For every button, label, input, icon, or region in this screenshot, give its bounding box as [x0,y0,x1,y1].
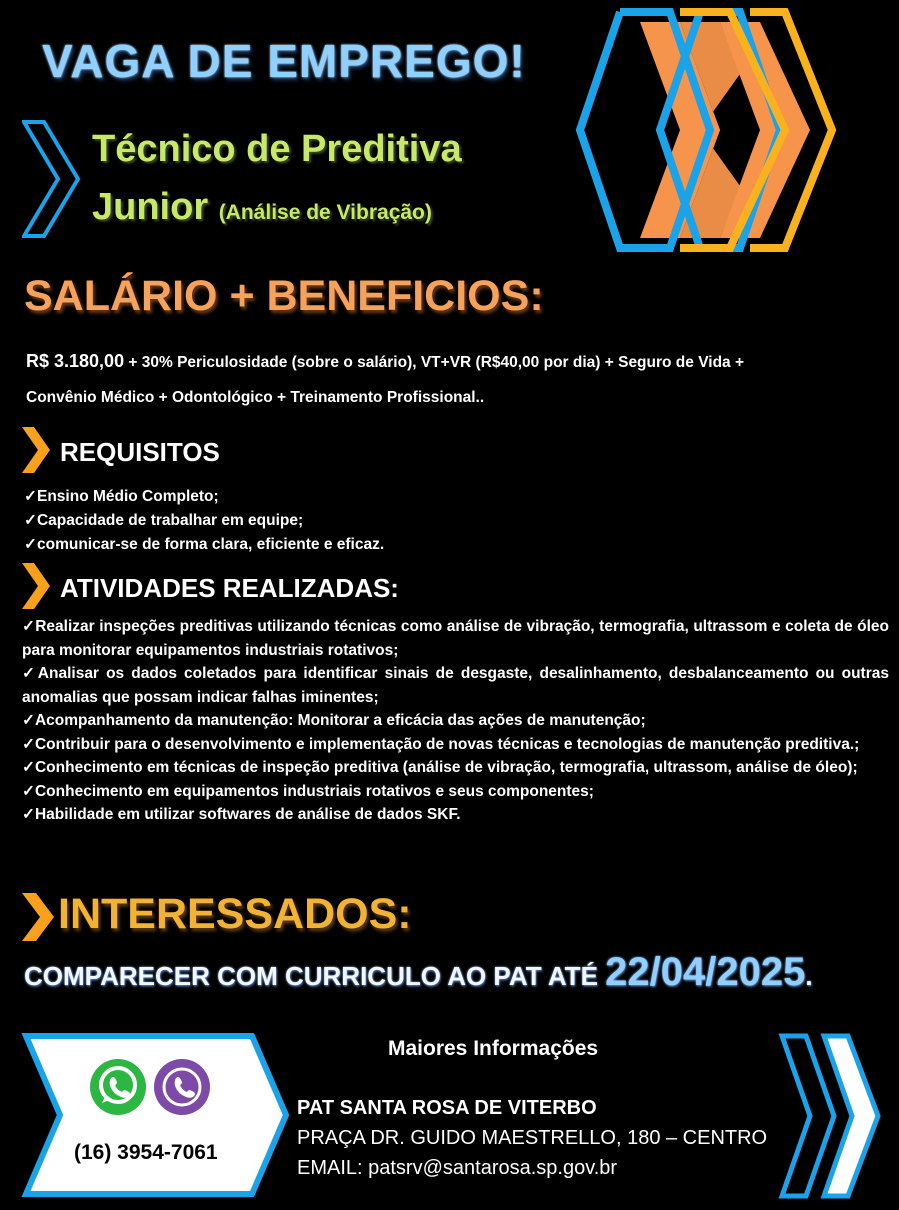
requirements-heading: REQUISITOS [60,437,220,467]
activities-heading: ATIVIDADES REALIZADAS: [60,573,399,603]
organization-address: PRAÇA DR. GUIDO MAESTRELLO, 180 – CENTRO [297,1127,768,1149]
list-item: ✓Conhecimento em equipamentos industriais rotativos e seus componentes; [22,782,594,800]
whatsapp-icon [88,1057,148,1117]
activities-list [22,615,889,827]
organization-email[interactable]: EMAIL: patsrv@santarosa.sp.gov.br [297,1157,618,1179]
list-item: ✓Contribuir para o desenvolvimento e implementação de novas técnicas e tecnologias de manutenção preditiva.; [22,735,860,753]
orange-chevron-icon [22,427,52,473]
list-item: ✓Realizar inspeções preditivas utilizando técnicas como análise de vibração, termografia, ultrassom e coleta de óleo para monitorar equipamentos industriais rotativos; [22,618,889,659]
list-item: ✓Conhecimento em técnicas de inspeção preditiva (análise de vibração, termografia, ultrassom, análise de óleo); [22,759,858,776]
list-item: ✓Acompanhamento da manutenção: Monitorar a eficácia das ações de manutenção; [22,712,646,729]
salary-benefits-line1: + 30% Periculosidade (sobre o salário), VT+VR (R$40,00 por dia) + Seguro de Vida + [124,354,745,371]
list-item: ✓comunicar-se de forma clara, eficiente e eficaz. [24,536,385,553]
deadline-date: 22/04/2025 [605,950,806,994]
organization-name: PAT SANTA ROSA DE VITERBO [297,1097,597,1119]
list-item: ✓Habilidade em utilizar softwares de análise de dados SKF. [22,806,461,823]
salary-text: R$ 3.180,00 + 30% Periculosidade (sobre o salário), VT+VR (R$40,00 por dia) + Seguro de Vida + Convênio Médico + Odontológico + Treinamento Profissional.. [26,351,745,406]
page-title: VAGA DE EMPREGO! [42,35,526,87]
job-title-line2: Junior (Análise de Vibração) [92,186,432,228]
salary-heading: SALÁRIO + BENEFICIOS: [24,272,544,320]
requirements-list [24,485,884,557]
list-item: ✓Analisar os dados coletados para identificar sinais de desgaste, desalinhamento, desbalanceamento ou outras anomalias que possam indicar falhas iminentes; [22,665,889,706]
orange-chevron-icon [22,893,56,941]
more-info-heading: Maiores Informações [388,1037,599,1060]
contact-phone: (16) 3954-7061 [74,1141,218,1164]
job-title-detail: (Análise de Vibração) [218,201,432,224]
list-item: ✓Ensino Médio Completo; [24,488,219,505]
double-chevron-icon [778,1032,882,1200]
salary-benefits-line2: Convênio Médico + Odontológico + Treinamento Profissional. [26,389,480,406]
instruction-line: COMPARECER COM CURRICULO AO PAT ATÉ 22/04/2025. [24,950,813,994]
job-title-line1: Técnico de Preditiva [92,128,462,170]
list-item: ✓Capacidade de trabalhar em equipe; [24,512,304,529]
viber-icon [152,1057,212,1117]
interested-heading: INTERESSADOS: [58,890,412,938]
chevron-logo-icon [560,4,850,256]
salary-amount: R$ 3.180,00 [26,351,125,371]
orange-chevron-icon [22,563,52,609]
chevron-right-icon [22,120,82,238]
